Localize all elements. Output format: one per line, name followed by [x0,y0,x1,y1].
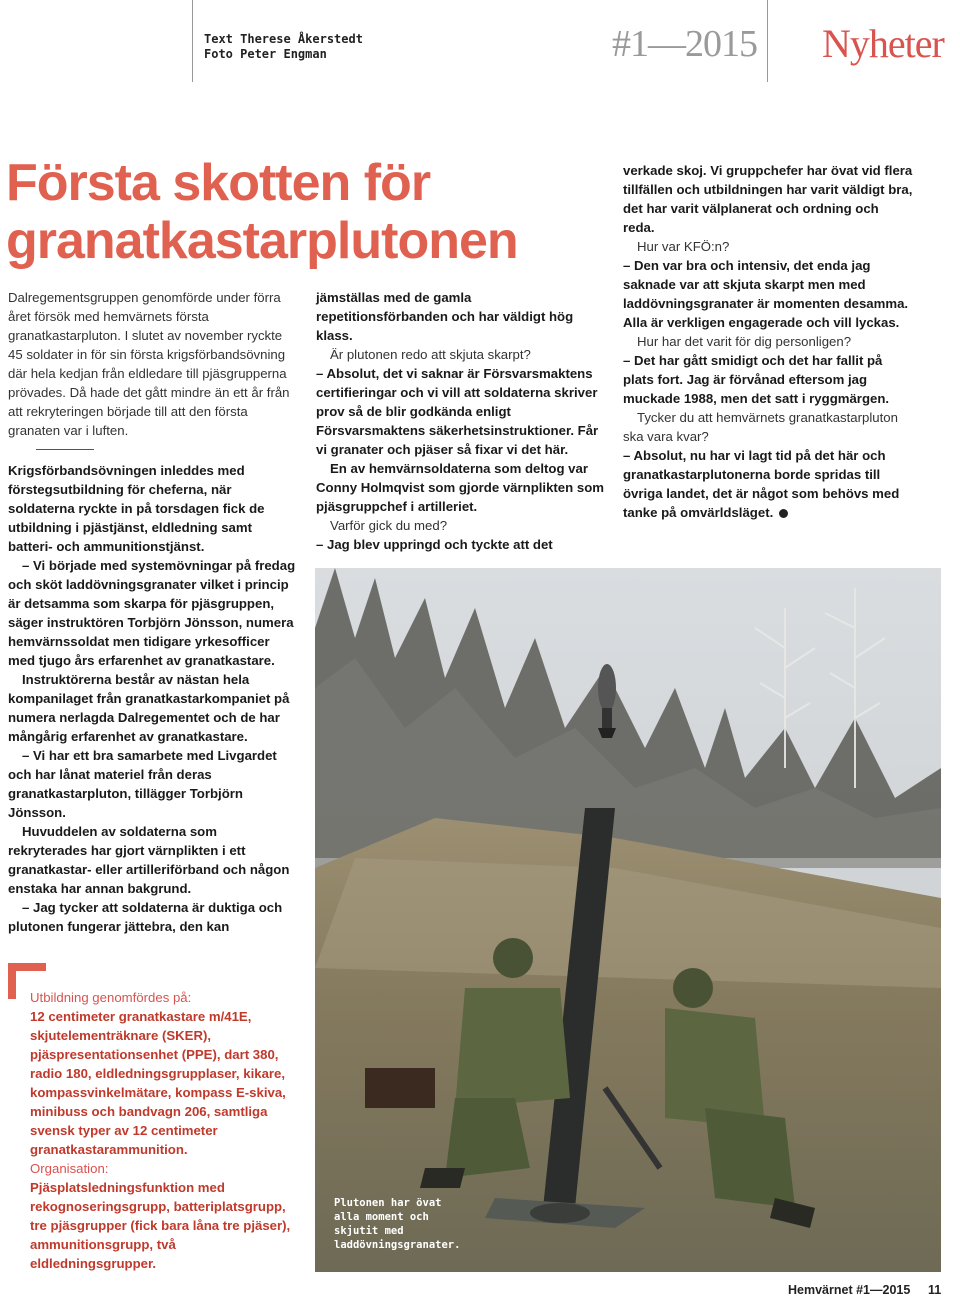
footer-magazine: Hemvärnet #1—2015 [788,1283,911,1297]
lead-paragraph: Dalregementsgruppen genomförde under förra året försök med hemvärnets första granatkastarpluton. I slutet av november ryckte 45 soldater in för sin första krigsförbandsövning där hela kedjan från eldledare till pjäsgrupperna prövades. Då hade det gått mindre än ett år från att rekryteringen började till att den första granaten var i luften. [8,290,290,438]
section-title: Nyheter [822,21,944,66]
page-title [6,154,566,270]
byline [204,32,363,62]
paragraph-text: – Det har gått smidigt och det har fallit på plats fort. Jag är förvånad eftersom jag muckade 1988, men det satt i ryggmärgen. [623,353,890,406]
paragraph-text: – Jag blev uppringd och tyckte att det [316,537,553,552]
interview-question [623,408,913,446]
interview-answer [316,535,606,554]
factbox-label-training: Utbildning genomfördes på: [30,990,192,1005]
interview-answer [316,288,606,345]
end-mark-icon [779,509,788,518]
body-paragraph: Krigsförbandsövningen inleddes med förstegsutbildning för cheferna, när soldaterna ryckte in på torsdagen fick de utbildning i pjästjänst, eldledning samt batteri- och ammunitionstjänst. [8,463,265,554]
lead-column [8,288,298,440]
paragraph-text: Är plutonen redo att skjuta skarpt? [330,347,531,362]
header-divider-right [767,0,768,82]
body-paragraph: Huvuddelen av soldaterna som rekryterades har gjort värnplikten i ett granatkastar- eller artilleriförband och någon enstaka har annan bakgrund. [8,824,290,896]
body-paragraph: – Vi har ett bra samarbete med Livgardet och har lånat materiel från deras granatkastarpluton, tillägger Torbjörn Jönsson. [8,748,277,820]
factbox-value-organisation: Pjäsplatsledningsfunktion med rekognoseringsgrupp, batteriplatsgrupp, tre pjäsgrupper (fick bara låna tre pjäser), ammunitionsgrupp, två eldledningsgrupper. [30,1180,291,1271]
interview-question [623,332,913,351]
interview-question [316,516,606,535]
body-paragraph: – Jag tycker att soldaterna är duktiga och plutonen fungerar jättebra, den kan [8,900,283,934]
issue-number: #1—2015 [612,23,757,65]
paragraph-text: Hur var KFÖ:n? [637,239,730,254]
paragraph-text: Varför gick du med? [330,518,448,533]
factbox [30,988,298,1273]
paragraph-text: En av hemvärnsoldaterna som deltog var Conny Holmqvist som gjorde värnplikten som pjäsgruppchef i artilleriet. [316,461,604,514]
paragraph-text: verkade skoj. Vi gruppchefer har övat vid flera tillfällen och utbildningen har varit väldigt bra, det har varit välplanerat och ordning och reda. [623,163,913,235]
interview-answer [316,364,606,459]
interview-answer [623,446,913,522]
interview-answer [316,459,606,516]
body-column-1 [8,461,298,936]
byline-photo: Foto Peter Engman [204,47,327,61]
page-number: 11 [928,1283,942,1297]
interview-question [623,237,913,256]
body-paragraph: – Vi började med systemövningar på fredag och sköt laddövningsgranater vilket i princip är detsamma som skarpa för pjäsgruppen, säger instruktören Torbjörn Jönsson, numera hemvärnssoldat men tidigare yrkesofficer med tjugo års erfarenhet av granatkastare. [8,558,296,668]
factbox-label-organisation: Organisation: [30,1161,109,1176]
body-column-3 [623,161,913,522]
interview-answer [623,161,913,237]
mortar-photo [315,568,941,1272]
interview-answer [623,256,913,332]
paragraph-text: – Absolut, nu har vi lagt tid på det här och granatkastarplutonerna borde spridas till övriga landet, det är något som behövs med tanke på omvärldsläget. [623,448,900,520]
body-paragraph: Instruktörerna består av nästan hela kompanilaget från granatkastarkompaniet på numera nerlagda Dalregementet och de har mångårig erfarenhet av granatkastare. [8,672,290,744]
photo-illustration [315,568,941,1272]
page-title-line1: Första skotten för [6,154,431,212]
photo-caption: Plutonen har övat alla moment och skjutit med laddövningsgranater. [334,1197,461,1251]
paragraph-text: Tycker du att hemvärnets granatkastarpluton ska vara kvar? [623,410,898,444]
header-divider-left [192,0,193,82]
lead-divider [36,449,94,450]
paragraph-text: Hur har det varit för dig personligen? [637,334,852,349]
byline-text: Text Therese Åkerstedt [204,32,363,46]
paragraph-text: – Absolut, det vi saknar är Försvarsmaktens certifieringar och vi vill att soldaterna skriver prov så de blir godkända enligt Försvarsmaktens säkerhetsinstruktioner. Får vi granater och pjäser så fixar vi det här. [316,366,599,457]
interview-answer [623,351,913,408]
paragraph-text: – Den var bra och intensiv, det enda jag saknade var att skjuta skarpt men med laddövningsgranater är momenten desamma. Alla är verkligen engagerade och vill lyckas. [623,258,909,330]
paragraph-text: jämställas med de gamla repetitionsförbanden och har väldigt hög klass. [316,290,574,343]
factbox-corner-marker-vertical [8,963,16,999]
interview-question [316,345,606,364]
page-title-line2: granatkastarplutonen [6,212,518,270]
factbox-value-training: 12 centimeter granatkastare m/41E, skjutelementräknare (SKER), pjäspresentationsenhet (PPE), dart 380, radio 180, eldledningsgrupplaser, kikare, kompassvinkelmätare, kompass E-skiva, minibuss och bandvagn 206, samtliga svensk typer av 12 centimeter granatkastarammunition. [30,1009,286,1157]
body-column-2 [316,288,606,554]
